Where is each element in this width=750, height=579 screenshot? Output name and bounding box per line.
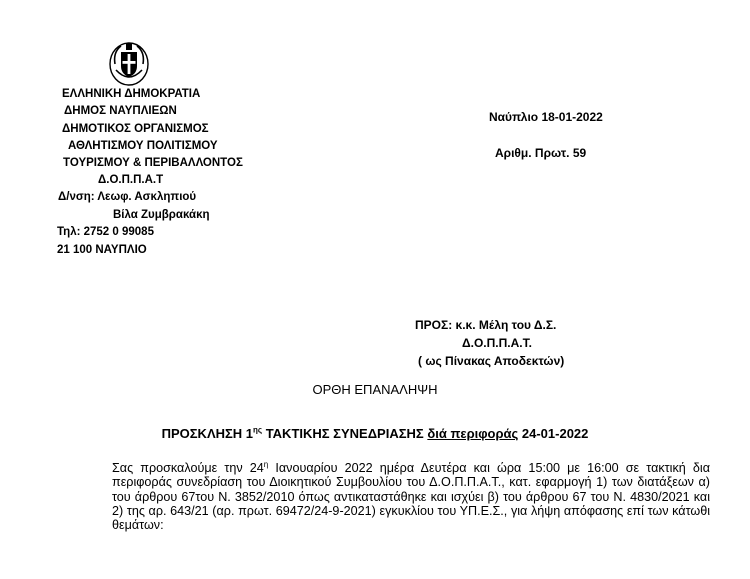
header-line-4: ΑΘΛΗΤΙΣΜΟΥ ΠΟΛΙΤΙΣΜΟΥ <box>68 140 218 152</box>
header-line-6: Δ.Ο.Π.Π.Α.Τ <box>98 174 164 186</box>
coat-of-arms-emblem <box>109 40 149 86</box>
header-line-5: ΤΟΥΡΙΣΜΟΥ & ΠΕΡΙΒΑΛΛΟΝΤΟΣ <box>63 157 243 169</box>
place-date: Ναύπλιο 18-01-2022 <box>489 110 603 124</box>
body-start: Σας προσκαλούμε την 24 <box>112 461 264 475</box>
header-line-8: Βίλα Ζυμβρακάκη <box>113 209 210 221</box>
header-line-1: ΕΛΛΗΝΙΚΗ ΔΗΜΟΚΡΑΤΙΑ <box>62 88 201 100</box>
recipients-line-1: ΠΡΟΣ: κ.κ. Μέλη του Δ.Σ. <box>415 318 557 332</box>
subject-date: 24-01-2022 <box>518 426 589 441</box>
recipients-line-2: Δ.Ο.Π.Π.Α.Τ. <box>462 336 532 350</box>
subject-part-2: ΤΑΚΤΙΚΗΣ ΣΥΝΕΔΡΙΑΣΗΣ <box>262 426 424 441</box>
subject-circulation-method: διά περιφοράς <box>427 426 519 441</box>
protocol-number: Αριθμ. Πρωτ. 59 <box>495 146 587 160</box>
correction-title: ΟΡΘΗ ΕΠΑΝΑΛΗΨΗ <box>312 382 438 397</box>
header-line-2: ΔΗΜΟΣ ΝΑΥΠΛΙΕΩΝ <box>64 105 177 117</box>
header-line-10: 21 100 ΝΑΥΠΛΙΟ <box>57 244 147 256</box>
header-line-3: ΔΗΜΟΤΙΚΟΣ ΟΡΓΑΝΙΣΜΟΣ <box>62 123 209 135</box>
body-paragraph <box>112 461 710 532</box>
recipients-line-3: ( ως Πίνακας Αποδεκτών) <box>418 354 565 368</box>
header-line-9: Τηλ: 2752 0 99085 <box>57 226 154 238</box>
body-rest: Ιανουαρίου 2022 ημέρα Δευτέρα και ώρα 15:00 με 16:00 σε τακτική δια περιφοράς συνεδρίαση του Διοικητικού Συμβουλίου του Δ.Ο.Π.Π.Α.Τ., κατ. εφαρμογή 1) των διατάξεων α) του άρθρου 67του Ν. 3852/2010 όπως αντικαταστάθηκε και ισχύει β) του άρθρου 67 του Ν. 4830/2021 και 2) της αρ. 643/21 (αρ. πρωτ. 69472/24-9-2021) εγκυκλίου του ΥΠ.Ε.Σ., για λήψη απόφασης επί των κάτωθι θεμάτων: <box>112 461 710 533</box>
header-line-7: Δ/νση: Λεωφ. Ασκληπιού <box>58 191 197 203</box>
body-day-suffix: η <box>263 459 269 469</box>
invitation-subject <box>0 426 750 441</box>
subject-ordinal-suffix: ης <box>253 425 263 435</box>
subject-part-1: ΠΡΟΣΚΛΗΣΗ 1 <box>161 426 254 441</box>
